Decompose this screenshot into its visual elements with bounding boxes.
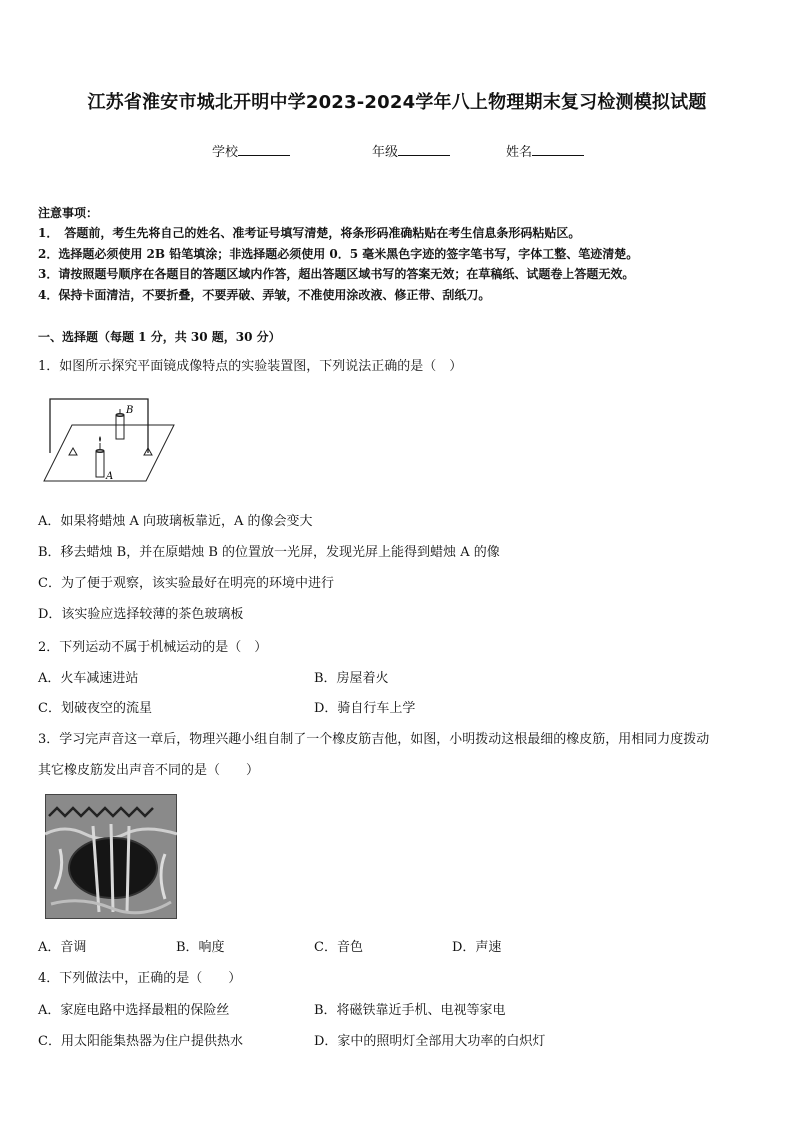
candle-b-label: B xyxy=(126,405,134,416)
notice-item: 2．选择题必须使用 2B 铅笔填涂；非选择题必须使用 0．5 毫米黑色字迹的签字笔书写，字体工整、笔迹清楚。 xyxy=(38,247,639,261)
grade-field xyxy=(372,141,450,160)
notice-item: 1． 答题前，考生先将自己的姓名、准考证号填写清楚，将条形码准确粘贴在考生信息条形码粘贴区。 xyxy=(38,226,581,240)
page-title: 江苏省淮安市城北开明中学2023-2024学年八上物理期末复习检测模拟试题 xyxy=(87,92,707,113)
q3-option-a: A．音调 xyxy=(38,940,87,955)
school-blank xyxy=(238,143,290,156)
q1-option-a: A．如果将蜡烛 A 向玻璃板靠近，A 的像会变大 xyxy=(38,514,313,529)
q3-option-d: D．声速 xyxy=(452,940,502,955)
school-field xyxy=(212,141,290,160)
q4-option-c: C．用太阳能集热器为住户提供热水 xyxy=(38,1034,243,1049)
notice-item: 3．请按照题号顺序在各题目的答题区域内作答，超出答题区域书写的答案无效；在草稿纸、试题卷上答题无效。 xyxy=(38,267,635,281)
q3-option-c: C．音色 xyxy=(314,940,363,955)
q1-option-b: B．移去蜡烛 B，并在原蜡烛 B 的位置放一光屏，发现光屏上能得到蜡烛 A 的像 xyxy=(38,545,500,560)
section-heading: 一、选择题（每题 1 分，共 30 题，30 分） xyxy=(38,330,281,344)
q2-option-d: D．骑自行车上学 xyxy=(314,701,416,716)
question-4-stem: 4．下列做法中，正确的是（ ） xyxy=(38,971,242,986)
rubber-band-guitar-photo xyxy=(45,794,177,919)
name-label: 姓名 xyxy=(506,145,533,160)
question-3-stem-line2: 其它橡皮筋发出声音不同的是（ ） xyxy=(38,763,260,778)
notice-heading: 注意事项： xyxy=(38,206,99,220)
q1-option-c: C．为了便于观察，该实验最好在明亮的环境中进行 xyxy=(38,576,334,591)
name-blank xyxy=(532,143,584,156)
name-field xyxy=(506,141,584,160)
question-2-stem: 2．下列运动不属于机械运动的是（ ） xyxy=(38,640,268,655)
question-1-stem: 1．如图所示探究平面镜成像特点的实验装置图，下列说法正确的是（ ） xyxy=(38,359,463,374)
q1-option-d: D．该实验应选择较薄的茶色玻璃板 xyxy=(38,607,244,622)
q2-option-a: A．火车减速进站 xyxy=(38,671,139,686)
notice-item: 4．保持卡面清洁，不要折叠，不要弄破、弄皱，不准使用涂改液、修正带、刮纸刀。 xyxy=(38,288,491,302)
q4-option-a: A．家庭电路中选择最粗的保险丝 xyxy=(38,1003,230,1018)
school-label: 学校 xyxy=(212,145,239,160)
q2-option-c: C．划破夜空的流星 xyxy=(38,701,152,716)
plane-mirror-experiment-figure xyxy=(40,393,180,493)
question-3-stem-line1: 3．学习完声音这一章后，物理兴趣小组自制了一个橡皮筋吉他，如图，小明拨动这根最细的橡皮筋，用相同力度拨动 xyxy=(38,732,710,747)
grade-label: 年级 xyxy=(372,145,399,160)
q4-option-d: D．家中的照明灯全部用大功率的白炽灯 xyxy=(314,1034,546,1049)
q2-option-b: B．房屋着火 xyxy=(314,671,389,686)
grade-blank xyxy=(398,143,450,156)
q4-option-b: B．将磁铁靠近手机、电视等家电 xyxy=(314,1003,506,1018)
candle-a-label: A xyxy=(106,471,114,482)
q3-option-b: B．响度 xyxy=(176,940,225,955)
